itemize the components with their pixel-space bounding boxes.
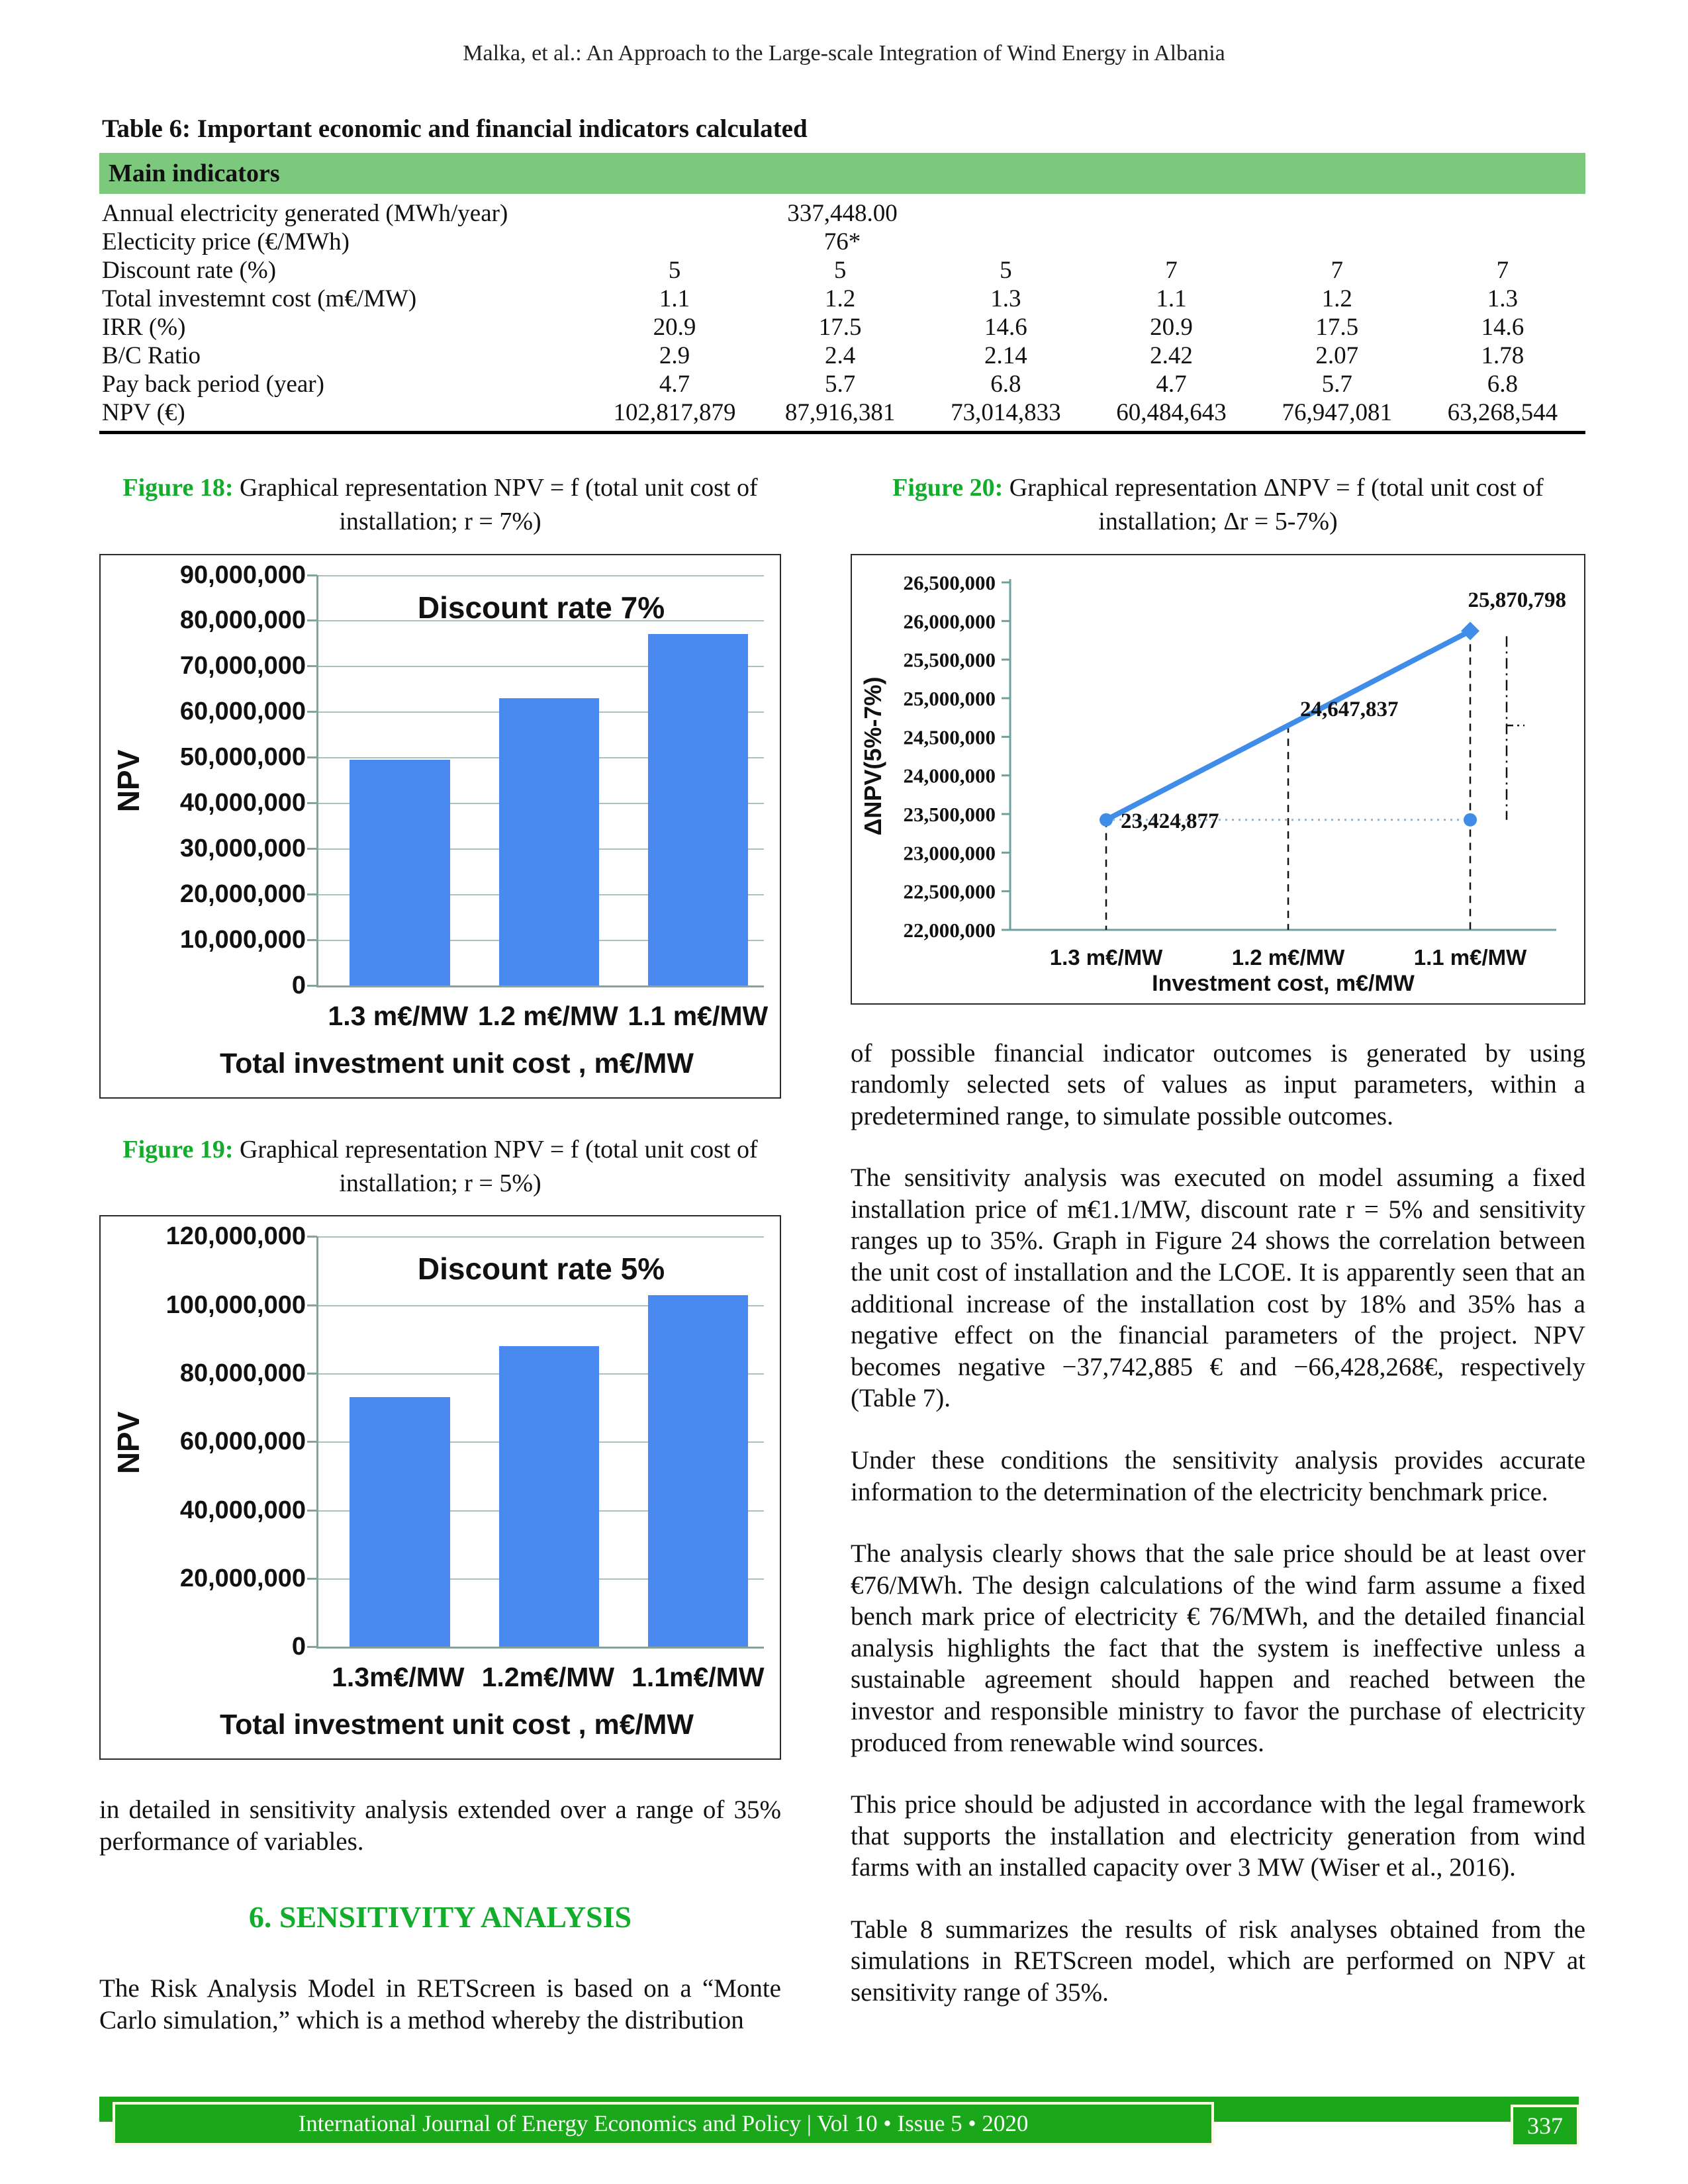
- table-cell: 5: [1000, 257, 1012, 284]
- y-tick-label: 23,000,000: [903, 841, 996, 864]
- table-cell: 1.3: [990, 285, 1021, 312]
- y-tick-label: 26,500,000: [903, 570, 996, 594]
- plot-area: [316, 575, 764, 987]
- table-cell: 5.7: [1321, 371, 1352, 398]
- running-header: Malka, et al.: An Approach to the Large-scale Integration of Wind Energy in Albania: [463, 41, 1225, 66]
- y-tick-label: 22,500,000: [903, 880, 996, 903]
- y-tick-label: 80,000,000: [179, 1359, 306, 1387]
- x-tick-label: 1.1m€/MW: [632, 1662, 765, 1693]
- chart-grid: [107, 1222, 765, 1745]
- table-header-bar: Main indicators: [99, 153, 1585, 194]
- left-paragraph-2: The Risk Analysis Model in RETScreen is based on a “Monte Carlo simulation,” which is a method whereby the distribution: [99, 1974, 781, 2034]
- y-tick-label: 20,000,000: [179, 880, 306, 908]
- table-body: [99, 194, 1585, 434]
- figure-19-caption-text: Graphical representation NPV = f (total unit cost of: [239, 1135, 758, 1163]
- table-cell: 87,916,381: [784, 399, 896, 426]
- table-title: [102, 114, 1585, 144]
- y-tick-mark: [307, 1578, 317, 1580]
- point-label: 24,647,837: [1300, 697, 1399, 721]
- x-tick-label: 1.1 m€/MW: [628, 1000, 769, 1031]
- table-cell: 1.2: [825, 285, 856, 312]
- footer-page-number-box: [1511, 2105, 1579, 2147]
- table-cell: 5.7: [825, 371, 856, 398]
- table-cell: 5: [833, 257, 847, 284]
- table-row: [99, 199, 1585, 228]
- gridline: [318, 1236, 764, 1238]
- table-cell: 1.2: [1321, 285, 1352, 312]
- x-tick-label: 1.3 m€/MW: [328, 1000, 469, 1031]
- chart-title: Discount rate 7%: [417, 590, 665, 625]
- table-cell: 20.9: [1150, 314, 1193, 341]
- figure-19-caption-label: Figure 19:: [122, 1135, 234, 1163]
- y-tick-mark: [307, 574, 317, 576]
- y-tick-mark: [307, 1441, 317, 1443]
- y-tick-label: 30,000,000: [179, 834, 306, 862]
- y-axis-ticks: [150, 1222, 316, 1661]
- x-tick-label: 1.3 m€/MW: [1049, 944, 1163, 970]
- x-tick-label: 1.1 m€/MW: [1413, 944, 1527, 970]
- table-row-label: NPV (€): [102, 399, 185, 426]
- bar-1.1m€/MW: [648, 1295, 748, 1647]
- y-tick-label: 26,000,000: [903, 609, 996, 633]
- y-tick-label: 100,000,000: [165, 1291, 306, 1319]
- y-tick-label: 0: [291, 971, 306, 999]
- table-cell: 4.7: [1156, 371, 1187, 398]
- y-tick-label: 10,000,000: [179, 925, 306, 954]
- x-axis-labels: [316, 987, 769, 1043]
- x-tick-label: 1.2 m€/MW: [1231, 944, 1345, 970]
- table-cell: 1.3: [1487, 285, 1518, 312]
- table-cell: 7: [1165, 257, 1178, 284]
- y-tick-label: 20,000,000: [179, 1564, 306, 1592]
- table-cell: 2.4: [825, 342, 856, 369]
- table-cell: 6.8: [1487, 371, 1518, 398]
- diamond-marker: [1461, 621, 1479, 640]
- y-tick-label: 22,000,000: [903, 918, 996, 942]
- table-row-label: IRR (%): [102, 314, 186, 341]
- y-tick-mark: [307, 619, 317, 621]
- figure-18-caption-text2: installation; r = 7%): [339, 508, 541, 536]
- y-tick-mark: [307, 711, 317, 713]
- right-paragraph-3: Under these conditions the sensitivity analysis provides accurate information to the determination of the electricity benchmark price.: [851, 1445, 1585, 1506]
- left-column: [99, 471, 781, 2067]
- y-tick-label: 25,500,000: [903, 648, 996, 672]
- y-axis-title-text: NPV: [111, 749, 146, 813]
- y-tick-label: 40,000,000: [179, 1496, 306, 1524]
- left-paragraph-1: in detailed in sensitivity analysis extended over a range of 35% performance of variables.: [99, 1796, 781, 1856]
- x-tick-label: 1.2 m€/MW: [477, 1000, 618, 1031]
- table-cell: 73,014,833: [951, 399, 1061, 426]
- figure-19-caption-text2: installation; r = 5%): [339, 1169, 541, 1197]
- reference-marker: [1464, 813, 1477, 826]
- table-cell: 17.5: [818, 314, 862, 341]
- table-cell: 5: [668, 257, 681, 284]
- table-row-label: Electicity price (€/MWh): [102, 228, 350, 255]
- line-chart-svg: [855, 559, 1576, 996]
- chart-grid: [107, 561, 769, 1084]
- table-row-label: B/C Ratio: [102, 342, 201, 369]
- y-tick-label: 25,000,000: [903, 686, 996, 710]
- table-cell: 7: [1496, 257, 1509, 284]
- y-tick-label: 40,000,000: [179, 789, 306, 817]
- x-tick-label: 1.3m€/MW: [332, 1662, 465, 1693]
- right-paragraph-4: The analysis clearly shows that the sale price should be at least over €76/MWh. The design calculations of the wind farm assume a fixed bench mark price of electricity € 76/MWh, and the detailed financial analysis highlights the fact that the system is ineffective unless a sustainable agreement should happen and reached between the investor and responsible ministry to favor the purchase of electricity produced from renewable wind sources.: [851, 1539, 1585, 1757]
- figure-18-caption: [99, 471, 781, 539]
- right-paragraph-6: Table 8 summarizes the results of risk analyses obtained from the simulations in RETScreen model, which are performed on NPV at sensitivity range of 35%.: [851, 1915, 1585, 2007]
- table-cell: 14.6: [984, 314, 1027, 341]
- point-label: 25,870,798: [1468, 588, 1566, 612]
- footer-journal-banner: [113, 2102, 1214, 2146]
- y-tick-mark: [307, 1510, 317, 1512]
- figure-19-bar-chart: [99, 1215, 781, 1760]
- figure-20-caption-label: Figure 20:: [892, 474, 1004, 502]
- figure-20-caption-text2: installation; Δr = 5-7%): [1098, 508, 1338, 536]
- table-row-label: Annual electricity generated (MWh/year): [102, 200, 508, 227]
- y-tick-mark: [307, 1236, 317, 1238]
- y-axis-title: [107, 1236, 150, 1649]
- y-tick-label: 50,000,000: [179, 743, 306, 772]
- table-cell: 1.1: [1156, 285, 1187, 312]
- plot-area: [316, 1236, 764, 1649]
- table-row: [99, 285, 1585, 313]
- table-span-value: 76*: [823, 228, 861, 255]
- y-tick-mark: [307, 802, 317, 804]
- x-axis-title: Total investment unit cost , m€/MW: [220, 1047, 694, 1079]
- table-row: [99, 341, 1585, 370]
- point-marker: [1100, 813, 1113, 826]
- table-cell: 20.9: [653, 314, 696, 341]
- bar-1.1 m€/MW: [648, 634, 748, 985]
- y-tick-label: 90,000,000: [179, 561, 306, 589]
- x-axis-title: Total investment unit cost , m€/MW: [220, 1709, 694, 1741]
- table-row: [99, 313, 1585, 341]
- table-cell: 102,817,879: [613, 399, 736, 426]
- footer-journal-text: International Journal of Energy Economics and Policy | Vol 10 • Issue 5 • 2020: [298, 2111, 1029, 2136]
- right-paragraph-1: of possible financial indicator outcomes is generated by using randomly selected sets of values as input parameters, within a predetermined range, to simulate possible outcomes.: [851, 1038, 1585, 1130]
- table-span-value: 337,448.00: [787, 200, 898, 227]
- y-tick-label: 60,000,000: [179, 698, 306, 726]
- table-row-label: Total investemnt cost (m€/MW): [102, 285, 417, 312]
- figure-18-caption-text: Graphical representation NPV = f (total unit cost of: [239, 474, 758, 502]
- y-tick-mark: [307, 1373, 317, 1375]
- bar-1.3m€/MW: [350, 1397, 449, 1647]
- y-axis-title: [107, 575, 150, 987]
- gridline: [318, 575, 764, 576]
- y-tick-label: 23,500,000: [903, 802, 996, 826]
- table-title-text: Important economic and financial indicators calculated: [197, 114, 808, 143]
- table-cell: 2.07: [1315, 342, 1359, 369]
- figure-20-caption-text: Graphical representation ΔNPV = f (total unit cost of: [1009, 474, 1544, 502]
- footer-page-number: 337: [1527, 2113, 1563, 2139]
- series-line: [1106, 631, 1470, 819]
- y-axis-title: ΔNPV(5%-7%): [859, 676, 886, 836]
- table-cell: 63,268,544: [1447, 399, 1558, 426]
- y-tick-label: 24,000,000: [903, 764, 996, 788]
- figure-20-caption: [851, 471, 1585, 539]
- bar-1.2 m€/MW: [499, 698, 599, 985]
- table-row-label: Discount rate (%): [102, 257, 277, 284]
- y-tick-mark: [307, 985, 317, 987]
- y-tick-label: 24,500,000: [903, 725, 996, 749]
- table-row: [99, 228, 1585, 256]
- right-column: [851, 471, 1585, 2039]
- table-cell: 1.78: [1481, 342, 1524, 369]
- table-row: [99, 370, 1585, 398]
- y-tick-mark: [307, 848, 317, 850]
- table-cell: 1.1: [659, 285, 690, 312]
- y-tick-label: 80,000,000: [179, 606, 306, 635]
- table-cell: 76,947,081: [1282, 399, 1392, 426]
- y-tick-label: 70,000,000: [179, 652, 306, 680]
- bar-1.3 m€/MW: [350, 760, 449, 985]
- table-cell: 7: [1331, 257, 1343, 284]
- table-title-label: Table 6:: [102, 114, 191, 143]
- y-tick-mark: [307, 665, 317, 667]
- y-tick-label: 60,000,000: [179, 1428, 306, 1456]
- figure-19-caption: [99, 1133, 781, 1201]
- x-axis-title: Investment cost, m€/MW: [1152, 970, 1415, 996]
- table-cell: 6.8: [990, 371, 1021, 398]
- section-heading-sensitivity-analysis: 6. SENSITIVITY ANALYSIS: [248, 1900, 632, 1934]
- figure-20-line-chart: [851, 554, 1585, 1005]
- table-6: [99, 114, 1585, 434]
- table-cell: 14.6: [1481, 314, 1524, 341]
- table-cell: 60,484,643: [1116, 399, 1227, 426]
- right-paragraph-2: The sensitivity analysis was executed on model assuming a fixed installation price of m€1.1/MW, discount rate r = 5% and sensitivity ranges up to 35%. Graph in Figure 24 shows the correlation between the unit cost of installation and the LCOE. It is apparently seen that an additional increase of the installation cost by 18% and 35% has a negative effect on the financial parameters of the project. NPV becomes negative −37,742,885 € and −66,428,268€, respectively (Table 7).: [851, 1163, 1585, 1413]
- point-label: 23,424,877: [1121, 809, 1219, 833]
- table-row: [99, 256, 1585, 285]
- y-tick-mark: [307, 893, 317, 895]
- table-cell: 2.42: [1150, 342, 1193, 369]
- figure-18-bar-chart: [99, 554, 781, 1099]
- table-cell: 2.9: [659, 342, 690, 369]
- table-cell: 4.7: [659, 371, 690, 398]
- table-cell: 17.5: [1315, 314, 1359, 341]
- y-tick-mark: [307, 756, 317, 758]
- table-row-label: Pay back period (year): [102, 371, 324, 398]
- x-tick-label: 1.2m€/MW: [481, 1662, 615, 1693]
- right-paragraph-5: This price should be adjusted in accordance with the legal framework that supports the installation and electricity generation from wind farms with an installed capacity over 3 MW (Wiser et al., 2016).: [851, 1790, 1585, 1882]
- y-axis-ticks: [150, 561, 316, 999]
- y-axis-title-text: NPV: [111, 1411, 146, 1474]
- y-tick-mark: [307, 1646, 317, 1648]
- bar-1.2m€/MW: [499, 1346, 599, 1647]
- y-tick-label: 120,000,000: [165, 1222, 306, 1251]
- page-footer: [0, 2091, 1688, 2164]
- y-tick-mark: [307, 939, 317, 941]
- x-axis-labels: [316, 1649, 764, 1704]
- y-tick-label: 0: [291, 1633, 306, 1661]
- y-tick-mark: [307, 1304, 317, 1306]
- table-cell: 2.14: [984, 342, 1027, 369]
- table-row: [99, 398, 1585, 427]
- chart-title: Discount rate 5%: [417, 1251, 665, 1287]
- two-column-layout: [99, 471, 1585, 2067]
- figure-18-caption-label: Figure 18:: [122, 474, 234, 502]
